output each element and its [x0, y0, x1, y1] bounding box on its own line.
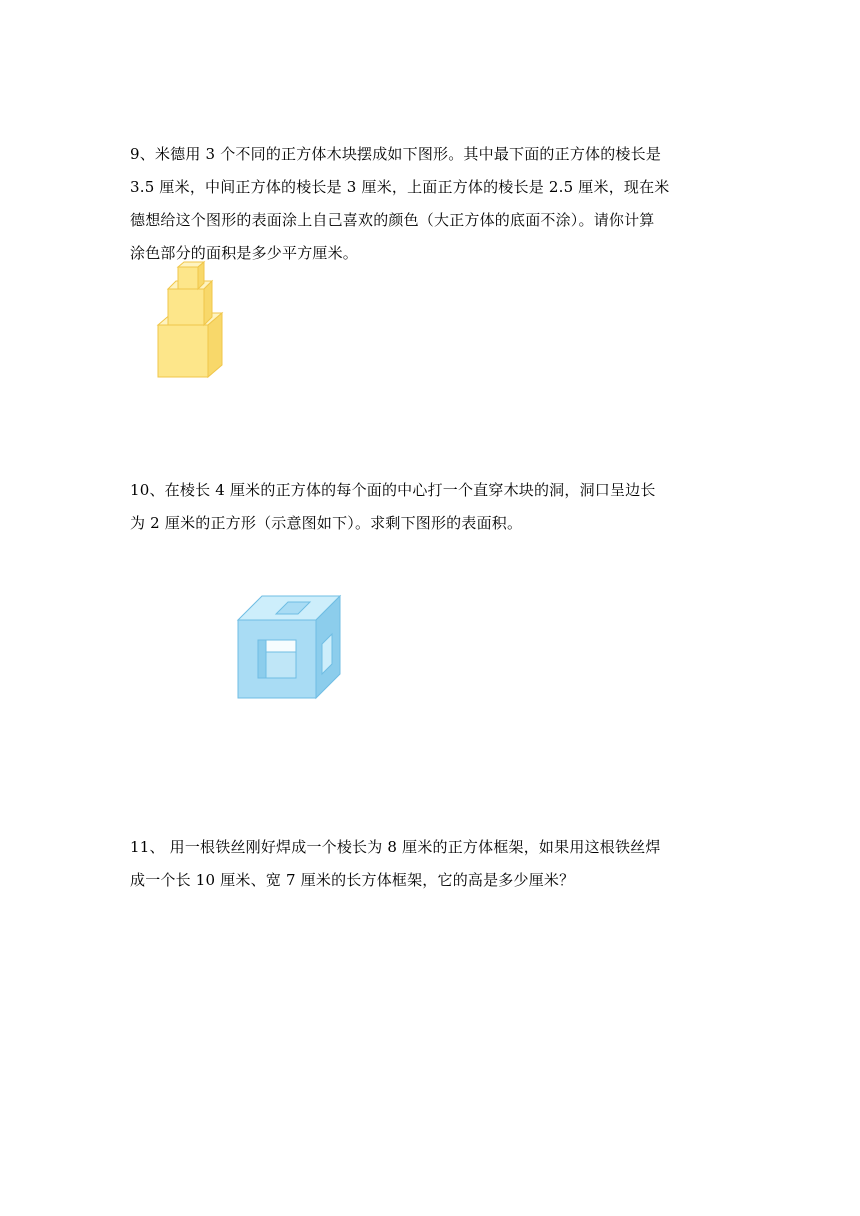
problem-9-line-1: 9、米德用 3 个不同的正方体木块摆成如下图形。其中最下面的正方体的棱长是: [130, 145, 662, 163]
hollow-cube-figure: [232, 590, 347, 702]
problem-11-line-2: 成一个长 10 厘米、宽 7 厘米的长方体框架，它的高是多少厘米？: [130, 871, 575, 889]
problem-10-line-1: 10、在棱长 4 厘米的正方体的每个面的中心打一个直穿木块的洞，洞口呈边长: [130, 481, 656, 499]
problem-11-line-1: 11、 用一根铁丝刚好焊成一个棱长为 8 厘米的正方体框架，如果用这根铁丝焊: [130, 838, 661, 856]
problem-9-text: [130, 138, 740, 270]
stacked-cubes-figure: [150, 255, 235, 385]
problem-9-line-3: 德想给这个图形的表面涂上自己喜欢的颜色（大正方体的底面不涂）。请你计算: [130, 211, 655, 229]
problem-10-line-2: 为 2 厘米的正方形（示意图如下）。求剩下图形的表面积。: [130, 514, 523, 532]
problem-9-line-2: 3.5 厘米，中间正方体的棱长是 3 厘米，上面正方体的棱长是 2.5 厘米，现在米: [130, 178, 670, 196]
problem-9-line-4: 涂色部分的面积是多少平方厘米。: [130, 244, 359, 262]
top-cube: [178, 262, 204, 289]
problem-11-text: [130, 831, 740, 897]
problem-10-text: [130, 474, 740, 540]
